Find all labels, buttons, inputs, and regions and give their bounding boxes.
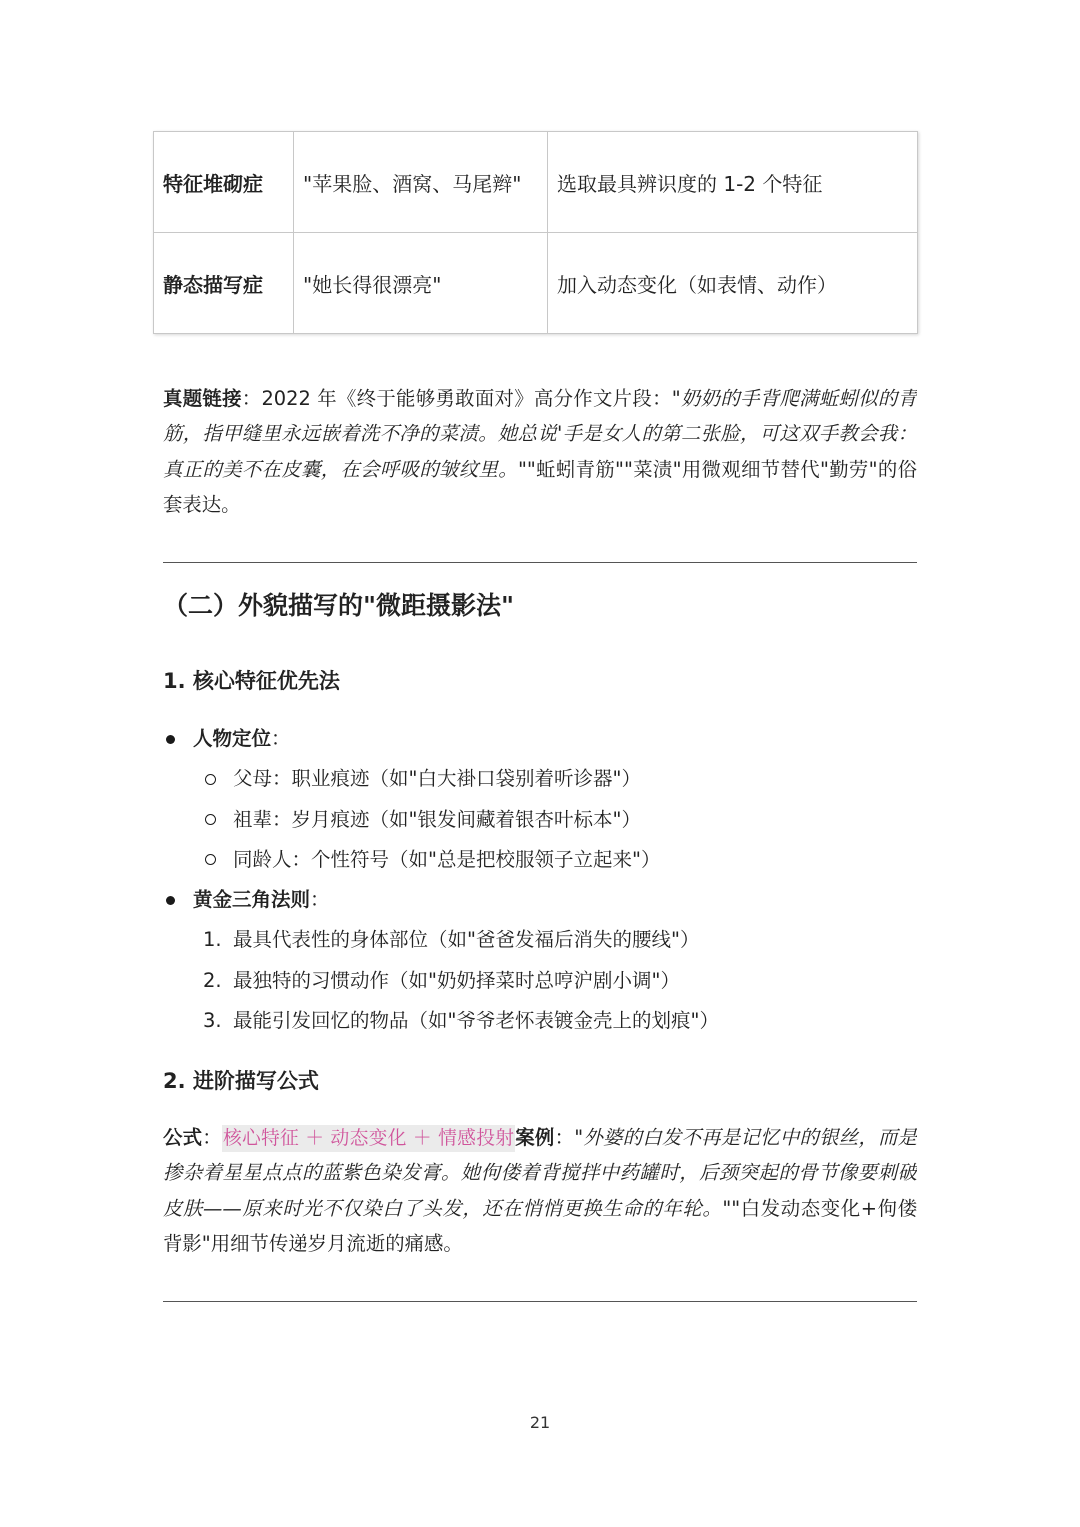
list-group-colon: ： — [310, 888, 330, 912]
fix-cell: 选取最具辨识度的 1-2 个特征 — [547, 132, 917, 232]
filled-bullet-icon — [166, 896, 175, 905]
list-item — [163, 719, 917, 759]
exam-link-quote: "奶奶的手背爬满蚯蚓似的青 — [671, 387, 917, 410]
list-number: 2. — [203, 968, 222, 992]
exam-link-quote: 真正的美不在皮囊，在会呼吸的皱纹里。" — [163, 457, 527, 481]
exam-link-intro: ：2022 年《终于能够勇敢面对》高分作文片段： — [241, 387, 672, 410]
formula-label: 公式 — [163, 1126, 203, 1149]
symptom-cell: 静态描写症 — [163, 272, 263, 297]
case-label: 案例 — [515, 1126, 555, 1149]
list-item — [163, 759, 917, 799]
paragraph-line — [163, 452, 917, 487]
formula-highlight: 核心特征 ＋ 动态变化 ＋ 情感投射 — [222, 1125, 515, 1152]
list-item-text: 同龄人：个性符号（如"总是把校服领子立起来"） — [233, 847, 661, 871]
paragraph-line — [163, 381, 917, 416]
table-row — [154, 132, 917, 233]
formula-paragraph — [163, 1120, 917, 1261]
symptom-cell: 特征堆砌症 — [163, 171, 263, 196]
list-item-text: 父母：职业痕迹（如"白大褂口袋别着听诊器"） — [233, 767, 641, 791]
table-row — [154, 233, 917, 333]
list-item-text: 最能引发回忆的物品（如"爷爷老怀表镀金壳上的划痕"） — [233, 1009, 719, 1033]
exam-link-comment: 套表达。 — [163, 492, 241, 516]
list-item — [163, 920, 917, 960]
list-item — [163, 880, 917, 920]
case-quote: "外婆的白发不再是记忆中的银丝，而是 — [574, 1126, 917, 1149]
exam-link-quote: 筋，指甲缝里永远嵌着洗不净的菜渍。她总说'手是女人的第二张脸，可这双手教会我： — [163, 422, 917, 446]
hollow-bullet-icon — [205, 814, 216, 825]
hollow-bullet-icon — [205, 774, 216, 785]
exam-link-comment: "蚯蚓青筋""菜渍"用微观细节替代"勤劳"的俗 — [526, 457, 917, 481]
case-comment: "白发动态变化+佝偻 — [731, 1196, 917, 1220]
case-comment: 背影"用细节传递岁月流逝的痛感。 — [163, 1231, 463, 1255]
fix-cell: 加入动态变化（如表情、动作） — [547, 233, 917, 333]
formula-colon: ： — [202, 1126, 222, 1149]
page-number: 21 — [529, 1413, 551, 1432]
paragraph-line — [163, 1155, 917, 1190]
subsection-title: 1. 核心特征优先法 — [163, 669, 340, 693]
list-item — [163, 961, 917, 1001]
case-quote: 掺杂着星星点点的蓝紫色染发膏。她佝偻着背搅拌中药罐时，后颈突起的骨节像要刺破 — [163, 1161, 917, 1185]
list-group-label: 黄金三角法则 — [193, 888, 311, 912]
list-number: 1. — [203, 928, 222, 952]
list-group-label: 人物定位 — [193, 727, 272, 750]
example-cell: "她长得很漂亮" — [293, 233, 547, 333]
divider — [163, 1301, 917, 1302]
paragraph-line — [163, 1120, 917, 1155]
list-item — [163, 800, 917, 840]
list-item-text: 祖辈：岁月痕迹（如"银发间藏着银杏叶标本"） — [233, 807, 641, 831]
list-item — [163, 840, 917, 880]
divider — [163, 562, 917, 563]
exam-link-paragraph — [163, 381, 917, 522]
list-number: 3. — [203, 1009, 222, 1033]
feature-list — [163, 719, 917, 1041]
writing-problems-table — [153, 131, 918, 334]
paragraph-line — [163, 416, 917, 451]
list-item-text: 最具代表性的身体部位（如"爸爸发福后消失的腰线"） — [233, 928, 700, 952]
case-colon: ： — [554, 1126, 575, 1149]
section-title: （二）外貌描写的"微距摄影法" — [163, 591, 515, 620]
filled-bullet-icon — [166, 735, 175, 744]
example-cell: "苹果脸、酒窝、马尾辫" — [293, 132, 547, 232]
paragraph-line — [163, 1226, 917, 1261]
hollow-bullet-icon — [205, 854, 216, 865]
paragraph-line — [163, 1191, 917, 1226]
list-item-text: 最独特的习惯动作（如"奶奶择菜时总哼沪剧小调"） — [233, 968, 680, 992]
list-item — [163, 1001, 917, 1041]
case-quote: 皮肤——原来时光不仅染白了头发，还在悄悄更换生命的年轮。" — [163, 1196, 732, 1220]
paragraph-line — [163, 487, 917, 522]
subsection-title: 2. 进阶描写公式 — [163, 1069, 319, 1093]
exam-link-label: 真题链接 — [163, 387, 242, 410]
list-group-colon: ： — [271, 727, 291, 750]
